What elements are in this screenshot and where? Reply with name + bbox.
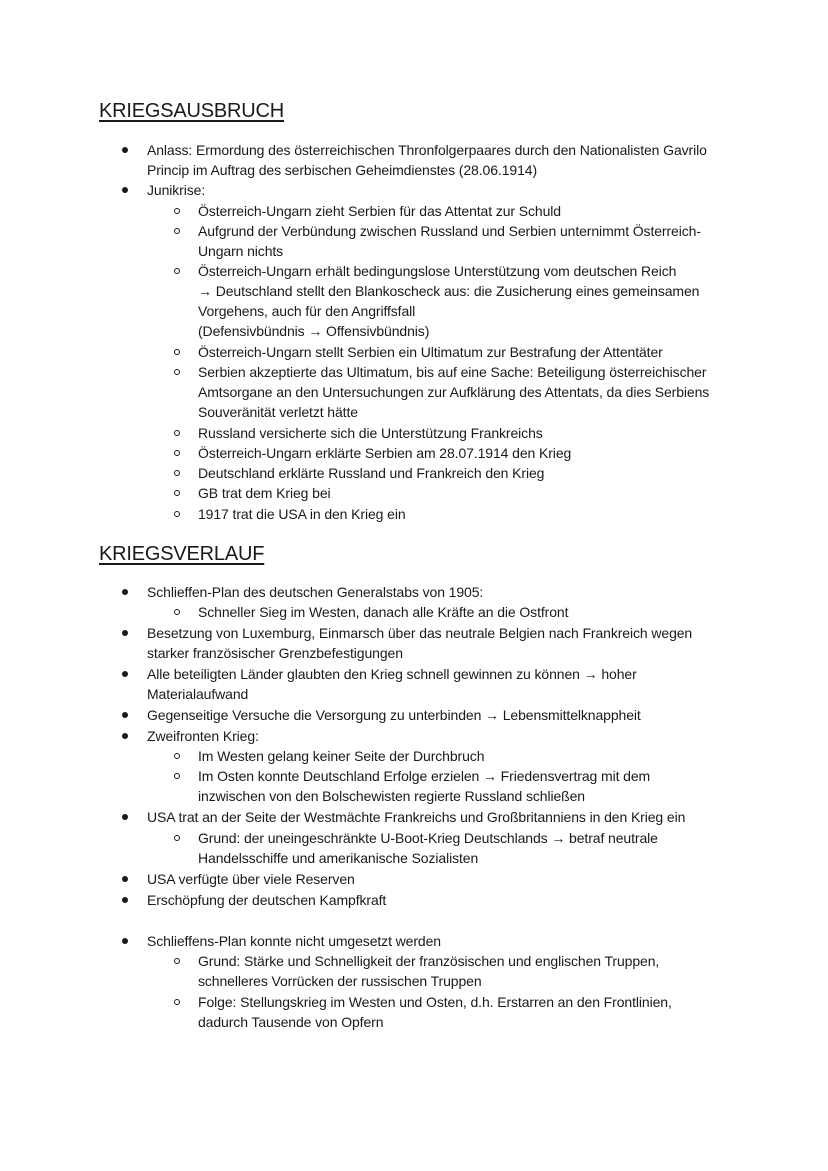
text-line: Grund: Stärke und Schnelligkeit der französischen und englischen Truppen, — [198, 953, 660, 969]
text-line: Russland versicherte sich die Unterstützung Frankreichs — [198, 425, 543, 441]
bullet-marker — [122, 147, 128, 153]
text-line: Materialaufwand — [147, 686, 249, 702]
text-line: Princip im Auftrag des serbischen Geheimdienstes (28.06.1914) — [147, 162, 538, 178]
text-line: Österreich-Ungarn erklärte Serbien am 28.07.1914 den Krieg — [198, 445, 572, 461]
sub-bullet-marker — [174, 369, 180, 375]
text-line: schnelleres Vorrücken der russischen Truppen — [198, 973, 482, 989]
sub-bullet-marker — [174, 609, 180, 615]
text-line: Schneller Sieg im Westen, danach alle Kräfte an die Ostfront — [198, 604, 569, 620]
bullet-marker — [122, 897, 128, 903]
sub-bullet-marker — [174, 999, 180, 1005]
sub-bullet-marker — [174, 511, 180, 517]
text-line: Im Westen gelang keiner Seite der Durchbruch — [198, 748, 485, 764]
text-line: dadurch Tausende von Opfern — [198, 1014, 384, 1030]
sub-bullet-marker — [174, 208, 180, 214]
section-heading-kriegsausbruch: KRIEGSAUSBRUCH — [99, 100, 285, 122]
bullet-marker — [122, 814, 128, 820]
sub-bullet-marker — [174, 430, 180, 436]
text-line: Handelsschiffe und amerikanische Sozialisten — [198, 850, 479, 866]
text-line: GB trat dem Krieg bei — [198, 485, 331, 501]
text-line: Österreich-Ungarn stellt Serbien ein Ultimatum zur Bestrafung der Attentäter — [198, 344, 663, 360]
bullet-marker — [122, 589, 128, 595]
bullet-marker — [122, 876, 128, 882]
text-line: starker französischer Grenzbefestigungen — [147, 645, 403, 661]
text-line: (Defensivbündnis → Offensivbündnis) — [198, 323, 430, 339]
text-line: Folge: Stellungskrieg im Westen und Osten, d.h. Erstarren an den Frontlinien, — [198, 994, 672, 1010]
bullet-marker — [122, 938, 128, 944]
text-line: Zweifronten Krieg: — [147, 728, 259, 744]
sub-bullet-marker — [174, 228, 180, 234]
text-line: Besetzung von Luxemburg, Einmarsch über das neutrale Belgien nach Frankreich wegen — [147, 625, 693, 641]
text-line: Aufgrund der Verbündung zwischen Russland und Serbien unternimmt Österreich- — [198, 223, 701, 239]
text-line: Schlieffens-Plan konnte nicht umgesetzt werden — [147, 933, 441, 949]
text-line: Schlieffen-Plan des deutschen Generalstabs von 1905: — [147, 584, 484, 600]
sub-bullet-marker — [174, 450, 180, 456]
text-line: Serbien akzeptierte das Ultimatum, bis auf eine Sache: Beteiligung österreichischer — [198, 364, 707, 380]
text-line: Österreich-Ungarn erhält bedingungslose Unterstützung vom deutschen Reich — [198, 263, 677, 279]
text-line: Im Osten konnte Deutschland Erfolge erzielen → Friedensvertrag mit dem — [198, 768, 651, 784]
section-heading-kriegsverlauf: KRIEGSVERLAUF — [99, 543, 265, 565]
text-line: Vorgehens, auch für den Angriffsfall — [198, 303, 416, 319]
text-line: USA verfügte über viele Reserven — [147, 871, 355, 887]
text-line: inzwischen von den Bolschewisten regierte Russland schließen — [198, 788, 585, 804]
text-line: Erschöpfung der deutschen Kampfkraft — [147, 892, 387, 908]
text-line: Junikrise: — [147, 182, 206, 198]
sub-bullet-marker — [174, 958, 180, 964]
sub-bullet-marker — [174, 470, 180, 476]
text-line: Österreich-Ungarn zieht Serbien für das Attentat zur Schuld — [198, 203, 561, 219]
text-line: Amtsorgane an den Untersuchungen zur Aufklärung des Attentats, da dies Serbiens — [198, 384, 710, 400]
sub-bullet-marker — [174, 349, 180, 355]
text-line: Anlass: Ermordung des österreichischen Thronfolgerpaares durch den Nationalisten Gavrilo — [147, 142, 707, 158]
bullet-marker — [122, 187, 128, 193]
text-line: USA trat an der Seite der Westmächte Frankreichs und Großbritanniens in den Krieg ein — [147, 809, 686, 825]
text-line: → Deutschland stellt den Blankoscheck aus: die Zusicherung eines gemeinsamen — [198, 283, 700, 299]
bullet-marker — [122, 671, 128, 677]
text-line: Souveränität verletzt hätte — [198, 404, 358, 420]
text-line: 1917 trat die USA in den Krieg ein — [198, 506, 406, 522]
text-line: Ungarn nichts — [198, 243, 284, 259]
sub-bullet-marker — [174, 490, 180, 496]
sub-bullet-marker — [174, 773, 180, 779]
bullet-marker — [122, 630, 128, 636]
sub-bullet-marker — [174, 835, 180, 841]
text-line: Grund: der uneingeschränkte U-Boot-Krieg Deutschlands → betraf neutrale — [198, 830, 658, 846]
sub-bullet-marker — [174, 268, 180, 274]
text-line: Deutschland erklärte Russland und Frankreich den Krieg — [198, 465, 545, 481]
bullet-marker — [122, 733, 128, 739]
bullet-marker — [122, 712, 128, 718]
text-line: Gegenseitige Versuche die Versorgung zu unterbinden → Lebensmittelknappheit — [147, 707, 641, 723]
sub-bullet-marker — [174, 753, 180, 759]
text-line: Alle beteiligten Länder glaubten den Krieg schnell gewinnen zu können → hoher — [147, 666, 637, 682]
